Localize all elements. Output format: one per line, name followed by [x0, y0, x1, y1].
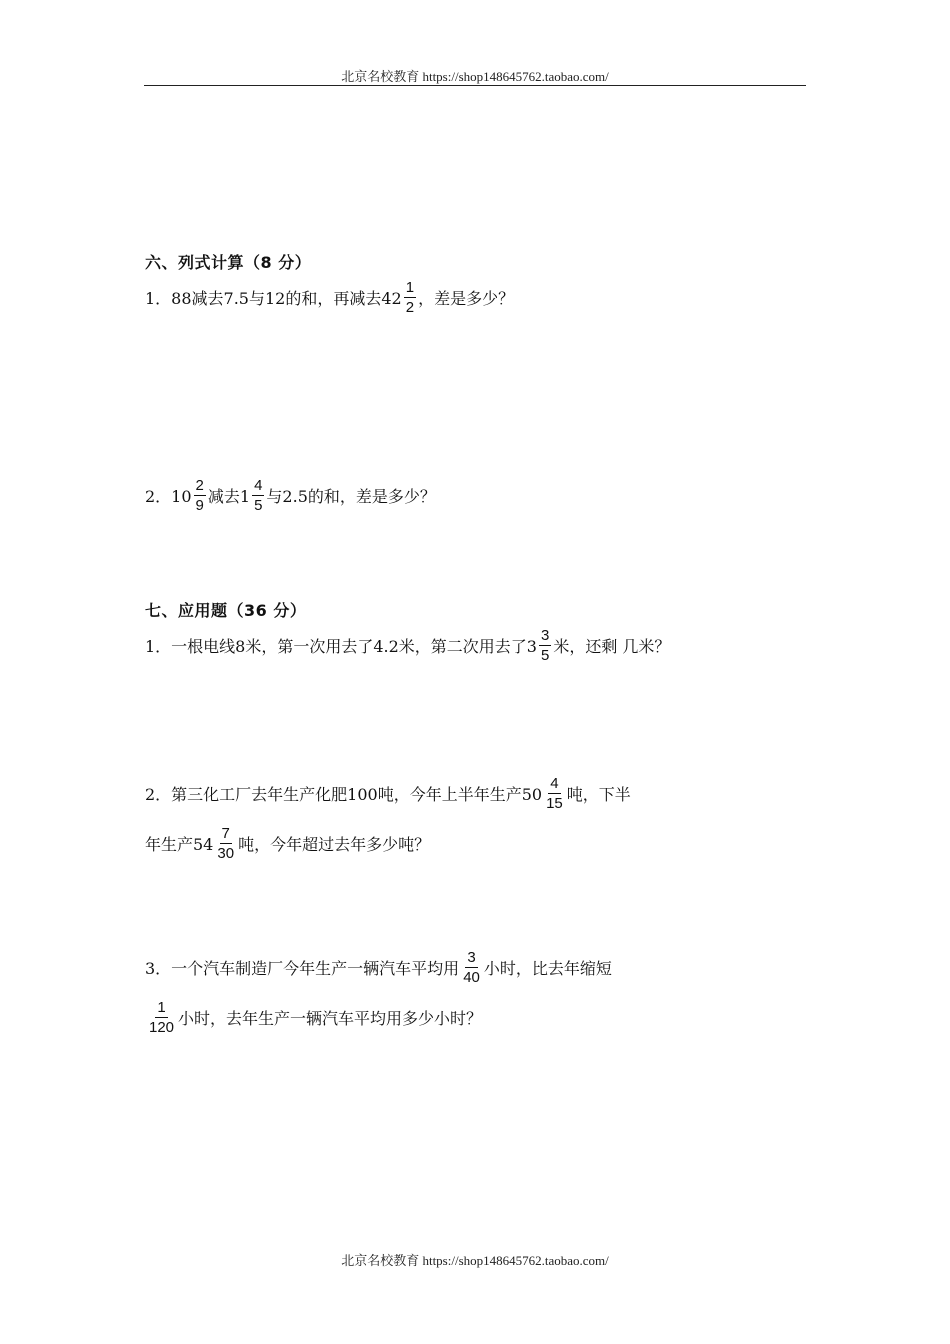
- s7q3-frac1-num: 3: [467, 949, 476, 966]
- s7q2-frac2-num: 7: [221, 825, 230, 842]
- s6q2-frac1-den: 9: [195, 497, 204, 514]
- s7q2-frac2-den: 30: [217, 845, 235, 862]
- s7q2-text-a: 2．第三化工厂去年生产化肥100吨，今年上半年生产50: [145, 785, 543, 804]
- header-rule: [144, 85, 806, 86]
- s7q2-fraction-1: [544, 776, 565, 811]
- s7-question-2-line-2: [145, 826, 430, 861]
- s6q1-frac-num: 1: [405, 279, 415, 296]
- s7q3-frac1-den: 40: [463, 969, 480, 986]
- s6q1-frac-den: 2: [405, 299, 415, 316]
- s6q2-text-a: 2．10: [145, 487, 192, 506]
- s6q2-frac1-num: 2: [195, 477, 204, 494]
- section-6-title: 六、列式计算（8 分）: [145, 253, 312, 272]
- s7q3-fraction-2: [147, 1000, 176, 1035]
- s6q1-fraction: [404, 280, 416, 315]
- s7q1-frac-den: 5: [541, 647, 550, 664]
- s7q2-text-c: 年生产54: [145, 835, 214, 854]
- s7-question-3-line-2: [145, 1000, 482, 1035]
- s7q3-text-b: 小时，比去年缩短: [483, 959, 612, 978]
- s7q1-text-a: 1．一根电线8米，第一次用去了4.2米，第二次用去了3: [145, 637, 537, 656]
- s6q1-text-a: 1．88减去7.5与12的和，再减去42: [145, 289, 402, 308]
- page-footer: 北京名校教育 https://shop148645762.taobao.com/: [341, 1253, 609, 1268]
- s7q3-text-a: 3．一个汽车制造厂今年生产一辆汽车平均用: [145, 959, 460, 978]
- s6q1-text-b: ，差是多少？: [418, 289, 515, 308]
- s7q3-frac2-den: 120: [149, 1019, 175, 1036]
- s6q2-frac2-num: 4: [254, 477, 263, 494]
- s6-question-1: [145, 280, 514, 315]
- s7q3-text-c: 小时，去年生产一辆汽车平均用多少小时？: [178, 1009, 483, 1028]
- s7q1-frac-num: 3: [541, 627, 550, 644]
- s7q2-text-b: 吨，下半: [566, 785, 631, 804]
- s7q2-frac1-den: 15: [546, 795, 563, 812]
- s7-question-2-line-1: [145, 776, 631, 811]
- s7q2-fraction-2: [215, 826, 236, 861]
- s7q3-frac2-num: 1: [157, 999, 166, 1016]
- s6-question-2: [145, 478, 436, 513]
- s6q2-fraction-2: [252, 478, 264, 513]
- section-7-title: 七、应用题（36 分）: [145, 601, 307, 620]
- s6q2-text-b: 减去1: [207, 487, 251, 506]
- s7q3-fraction-1: [461, 950, 482, 985]
- s7q1-fraction: [539, 628, 551, 663]
- s7q2-frac1-num: 4: [550, 775, 559, 792]
- s6q2-frac2-den: 5: [254, 497, 263, 514]
- s6q2-fraction-1: [194, 478, 206, 513]
- page-header: 北京名校教育 https://shop148645762.taobao.com/: [341, 69, 609, 84]
- s7q2-text-d: 吨，今年超过去年多少吨？: [238, 835, 431, 854]
- s7q1-text-b: 米，还剩 几米？: [553, 637, 671, 656]
- s7-question-1: [145, 628, 670, 663]
- s6q2-text-c: 与2.5的和，差是多少？: [266, 487, 436, 506]
- s7-question-3-line-1: [145, 950, 612, 985]
